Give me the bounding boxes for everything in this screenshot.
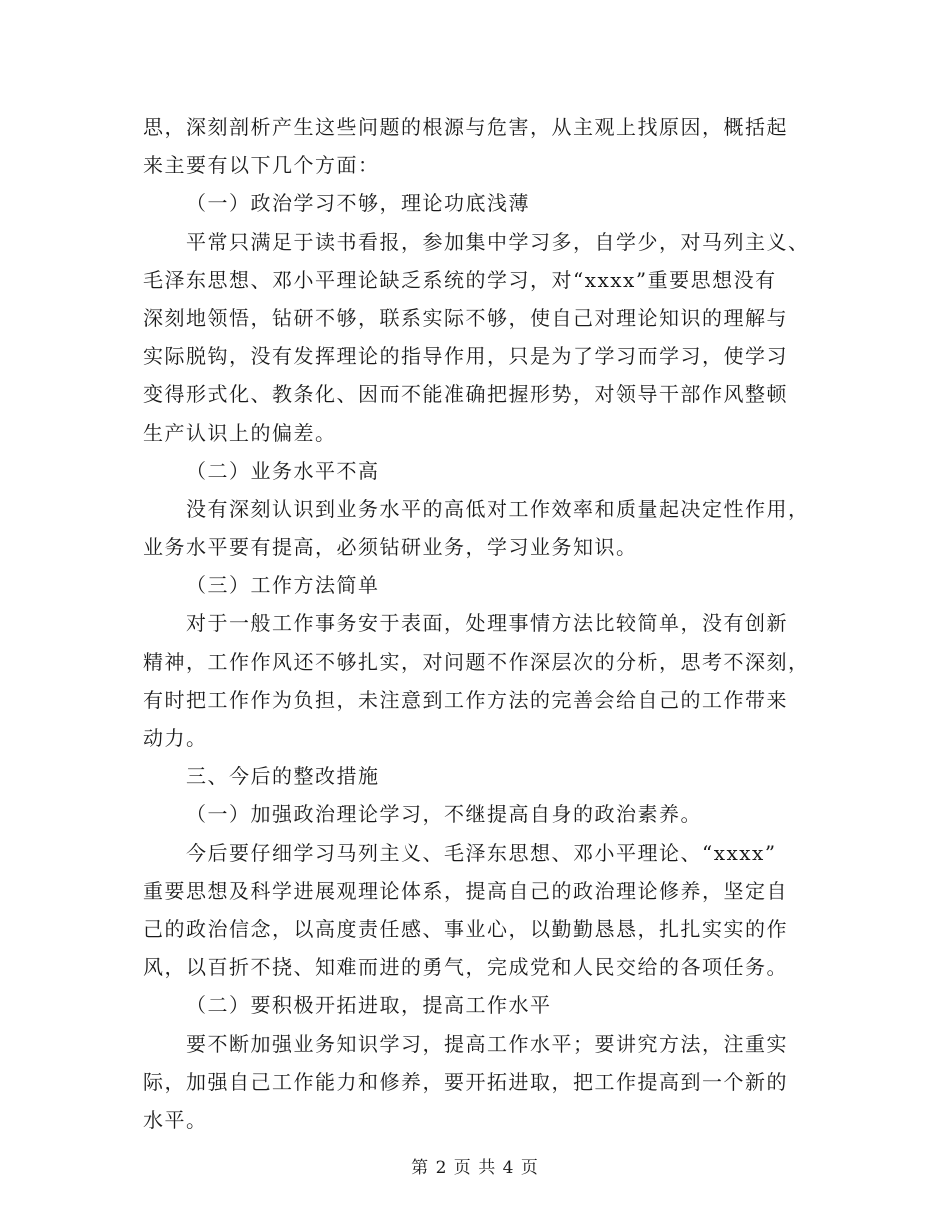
text-line: 变得形式化、教条化、因而不能准确把握形势，对领导干部作风整顿 bbox=[143, 382, 788, 407]
text-line: 三、今后的整改措施 bbox=[186, 764, 380, 789]
text-line: （三）工作方法简单 bbox=[186, 573, 380, 598]
text-line: 今后要仔细学习马列主义、毛泽东思想、邓小平理论、“xxxx” bbox=[186, 840, 777, 865]
text-line: 对于一般工作事务安于表面，处理事情方法比较简单，没有创新 bbox=[186, 611, 788, 636]
text-line: 来主要有以下几个方面： bbox=[143, 153, 380, 178]
text-line: 生产认识上的偏差。 bbox=[143, 420, 337, 445]
text-line: （二）要积极开拓进取，提高工作水平 bbox=[186, 993, 552, 1018]
text-line: 精神，工作作风还不够扎实，对问题不作深层次的分析，思考不深刻， bbox=[143, 649, 810, 674]
text-line: 深刻地领悟，钻研不够，联系实际不够，使自己对理论知识的理解与 bbox=[143, 305, 788, 330]
text-line: 有时把工作作为负担，未注意到工作方法的完善会给自己的工作带来 bbox=[143, 687, 788, 712]
text-line: 实际脱钩，没有发挥理论的指导作用，只是为了学习而学习，使学习 bbox=[143, 344, 788, 369]
document-body bbox=[143, 108, 808, 1139]
text-line: 己的政治信念，以高度责任感、事业心，以勤勤恳恳，扎扎实实的作 bbox=[143, 916, 788, 941]
text-line: 风，以百折不挠、知难而进的勇气，完成党和人民交给的各项任务。 bbox=[143, 955, 788, 980]
text-line: 思，深刻剖析产生这些问题的根源与危害，从主观上找原因，概括起 bbox=[143, 115, 788, 139]
text-line: 没有深刻认识到业务水平的高低对工作效率和质量起决定性作用， bbox=[186, 496, 810, 521]
text-line: 平常只满足于读书看报，参加集中学习多，自学少，对马列主义、 bbox=[186, 229, 810, 254]
text-line: 际，加强自己工作能力和修养，要开拓进取，把工作提高到一个新的 bbox=[143, 1069, 788, 1094]
text-line: 重要思想及科学进展观理论体系，提高自己的政治理论修养，坚定自 bbox=[143, 878, 788, 903]
text-line: 要不断加强业务知识学习，提高工作水平；要讲究方法，注重实 bbox=[186, 1031, 788, 1056]
text-line: （一）加强政治理论学习，不继提高自身的政治素养。 bbox=[186, 802, 702, 827]
text-line: （二）业务水平不高 bbox=[186, 458, 380, 483]
page-footer: 第 2 页 共 4 页 bbox=[411, 1158, 539, 1178]
text-line: 动力。 bbox=[143, 726, 208, 750]
text-line: （一）政治学习不够，理论功底浅薄 bbox=[186, 191, 530, 216]
text-line: 水平。 bbox=[143, 1107, 208, 1132]
text-line: 业务水平要有提高，必须钻研业务，学习业务知识。 bbox=[143, 535, 638, 560]
text-line: 毛泽东思想、邓小平理论缺乏系统的学习，对“xxxx”重要思想没有 bbox=[143, 267, 777, 292]
